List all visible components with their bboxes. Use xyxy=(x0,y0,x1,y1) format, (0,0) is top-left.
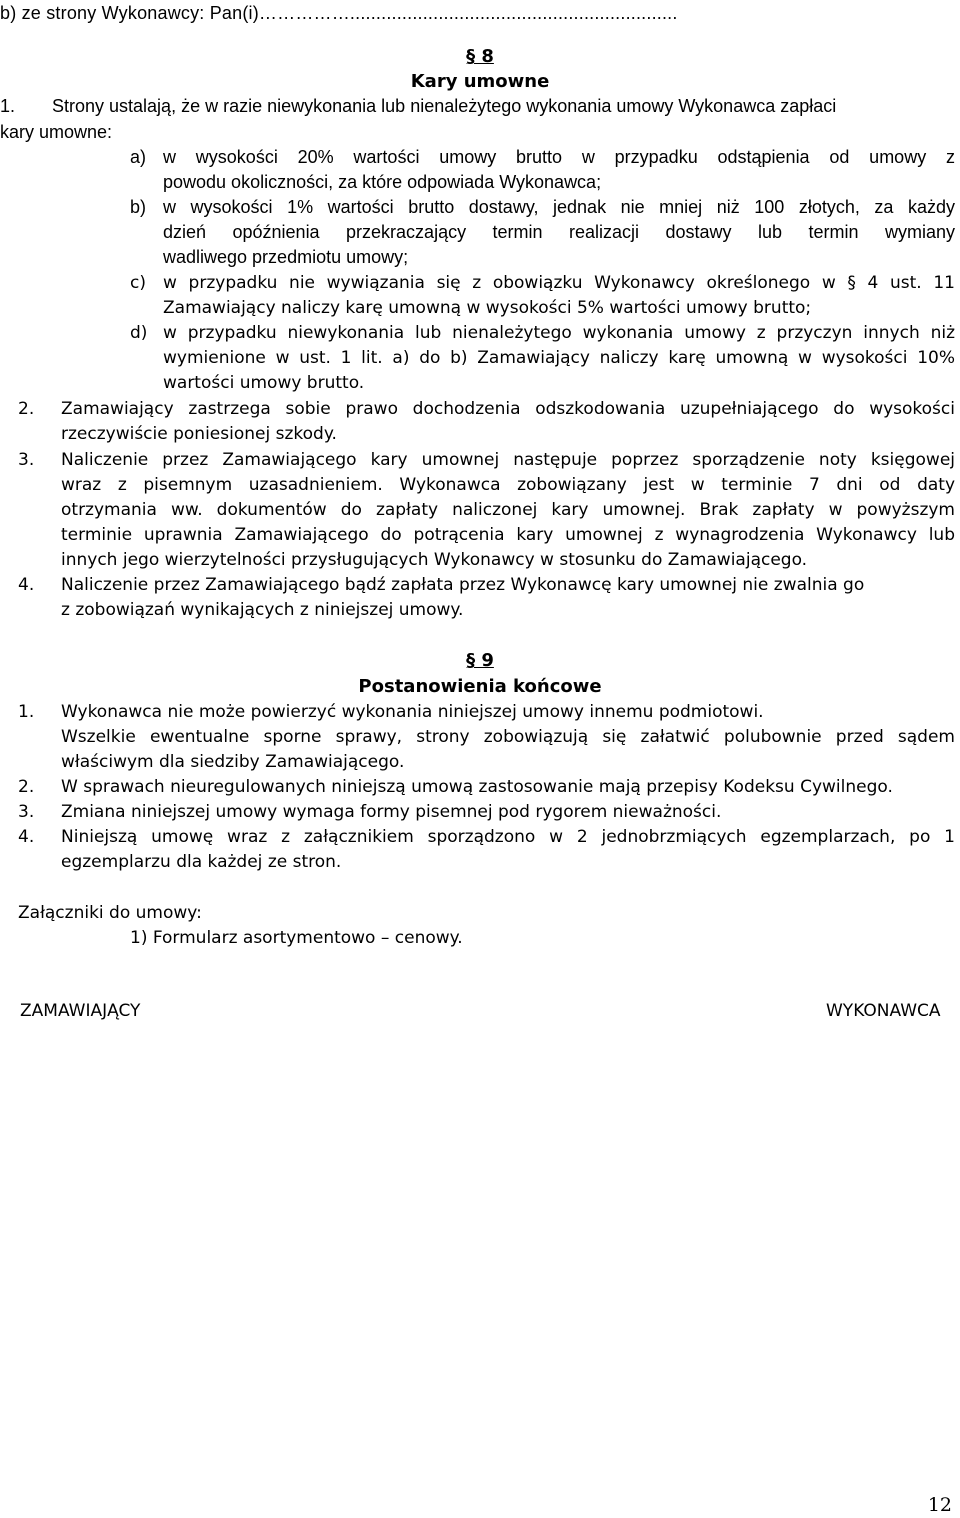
s8-p3-line2: wraz z pisemnym uzasadnieniem. Wykonawca zobowiązany jest w terminie 7 dni od daty xyxy=(61,475,955,495)
s9-p4-line1: Niniejszą umowę wraz z załącznikiem sporządzono w 2 jednobrzmiących egzemplarzach, po 1 xyxy=(61,827,955,847)
s9-p1-line1: Wykonawca nie może powierzyć wykonania niniejszej umowy innemu podmiotowi. xyxy=(61,702,764,722)
s8-p3-line1: Naliczenie przez Zamawiającego kary umownej następuje poprzez sporządzenie noty księgowej xyxy=(61,450,955,470)
s8-p4-number: 4. xyxy=(18,575,35,595)
s8-a-line2: powodu okoliczności, za które odpowiada Wykonawca; xyxy=(163,172,602,192)
signature-contracting-party: ZAMAWIAJĄCY xyxy=(20,1001,141,1021)
s8-p3-number: 3. xyxy=(18,450,35,470)
s8-d-label: d) xyxy=(130,323,148,343)
s9-p2-number: 2. xyxy=(18,777,35,797)
attachments-label: Załączniki do umowy: xyxy=(18,903,202,923)
s8-p3-line3: otrzymania ww. dokumentów do zapłaty naliczonej kary umownej. Brak zapłaty w powyższym xyxy=(61,500,955,520)
section-9-number: § 9 xyxy=(466,650,494,671)
s8-p2-line2: rzeczywiście poniesionej szkody. xyxy=(61,424,337,444)
s8-p1-number: 1. xyxy=(0,96,16,116)
s8-c-line1: w przypadku nie wywiązania się z obowiązku Wykonawcy określonego w § 4 ust. 11 xyxy=(163,273,955,293)
s8-b-label: b) xyxy=(130,197,147,217)
s8-b-line2: dzień opóźnienia przekraczający termin realizacji dostawy lub termin wymiany xyxy=(163,222,955,242)
s8-d-line1: w przypadku niewykonania lub nienależytego wykonania umowy z przyczyn innych niż xyxy=(163,323,955,343)
s9-p3-number: 3. xyxy=(18,802,35,822)
s8-p4-line1: Naliczenie przez Zamawiającego bądź zapłata przez Wykonawcę kary umownej nie zwalnia go xyxy=(61,575,865,595)
s8-p1-line1: Strony ustalają, że w razie niewykonania lub nienależytego wykonania umowy Wykonawca zapłaci xyxy=(52,96,837,116)
s8-c-label: c) xyxy=(130,273,146,293)
s8-b-line1: w wysokości 1% wartości brutto dostawy, jednak nie mniej niż 100 złotych, za każdy xyxy=(163,197,955,217)
s8-p2-line1: Zamawiający zastrzega sobie prawo dochodzenia odszkodowania uzupełniającego do wysokości xyxy=(61,399,955,419)
section-9-title: Postanowienia końcowe xyxy=(358,676,602,697)
signature-contractor: WYKONAWCA xyxy=(826,1001,941,1021)
s9-p1-line2: Wszelkie ewentualne sporne sprawy, strony zobowiązują się załatwić polubownie przed sądem xyxy=(61,727,955,747)
s8-p3-line5: innych jego wierzytelności przysługujących Wykonawcy w stosunku do Zamawiającego. xyxy=(61,550,808,570)
section-8-number: § 8 xyxy=(466,46,494,67)
s8-p1-line2: kary umowne: xyxy=(0,122,113,142)
page-number: 12 xyxy=(927,1494,952,1516)
s8-p4-line2: z zobowiązań wynikających z niniejszej umowy. xyxy=(61,600,464,620)
attachment-item-1: 1) Formularz asortymentowo – cenowy. xyxy=(130,928,463,948)
s8-d-line3: wartości umowy brutto. xyxy=(163,373,365,393)
s8-p3-line4: terminie uprawnia Zamawiającego do potrącenia kary umownej z wynagrodzenia Wykonawcy lub xyxy=(61,525,955,545)
s8-p2-number: 2. xyxy=(18,399,35,419)
s9-p4-number: 4. xyxy=(18,827,35,847)
s8-c-line2: Zamawiający naliczy karę umowną w wysokości 5% wartości umowy brutto; xyxy=(163,298,812,318)
section-8-title: Kary umowne xyxy=(410,71,550,92)
s8-b-line3: wadliwego przedmiotu umowy; xyxy=(163,247,409,267)
s9-p4-line2: egzemplarzu dla każdej ze stron. xyxy=(61,852,342,872)
s9-p3-line1: Zmiana niniejszej umowy wymaga formy pisemnej pod rygorem nieważności. xyxy=(61,802,722,822)
s9-p1-line3: właściwym dla siedziby Zamawiającego. xyxy=(61,752,405,772)
s8-a-label: a) xyxy=(130,147,147,167)
s8-d-line2: wymienione w ust. 1 lit. a) do b) Zamawiający naliczy karę umowną w wysokości 10% xyxy=(163,348,955,368)
s9-p2-line1: W sprawach nieuregulowanych niniejszą umową zastosowanie mają przepisy Kodeksu Cywilnego. xyxy=(61,777,893,797)
s9-p1-number: 1. xyxy=(18,702,35,722)
s8-a-line1: w wysokości 20% wartości umowy brutto w przypadku odstąpienia od umowy z xyxy=(163,147,955,167)
contractor-line: b) ze strony Wykonawcy: Pan(i)……………............................................................... xyxy=(0,3,678,23)
